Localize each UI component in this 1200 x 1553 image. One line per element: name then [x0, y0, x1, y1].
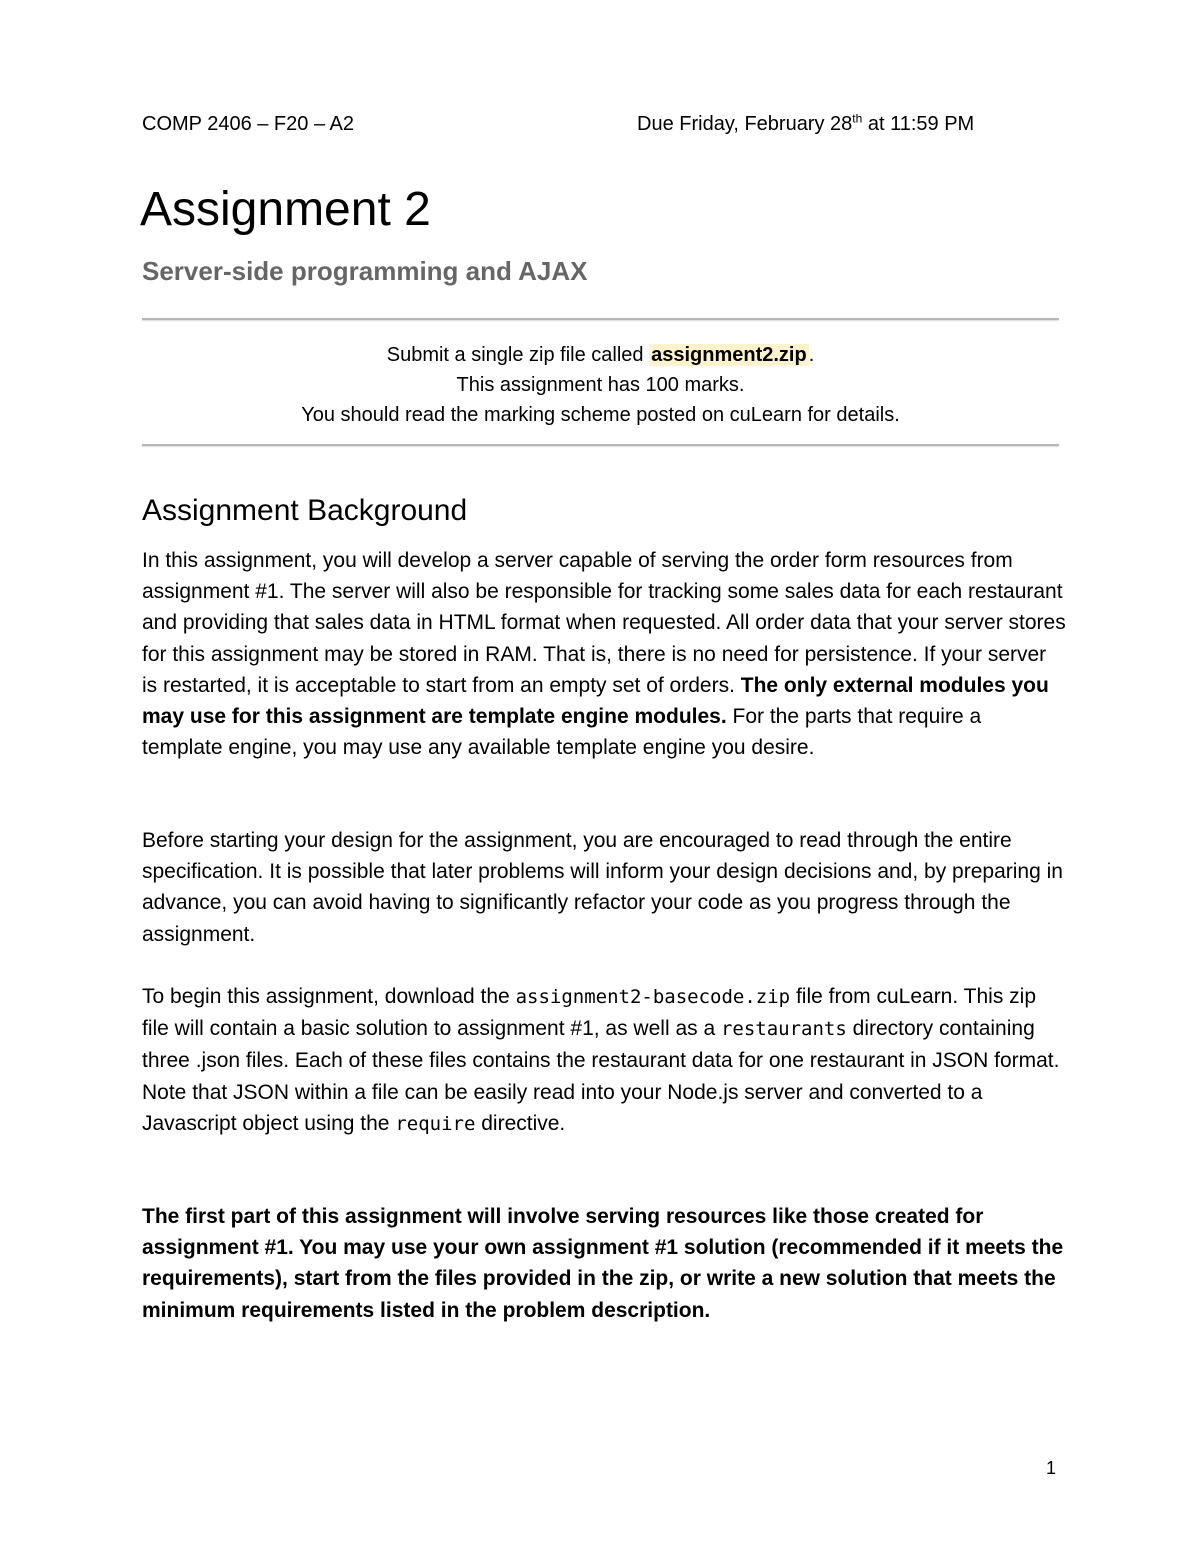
paragraph-first-part: The first part of this assignment will involve serving resources like those created for assignment #1. You may use your own assignment #1 solution (recommended if it meets the requirements), start from the files provided in the zip, or write a new solution that meets the minimum requirements listed in the problem description.: [142, 1205, 1064, 1322]
course-code: COMP 2406 – F20 – A2: [142, 113, 354, 135]
basecode-filename: assignment2-basecode.zip: [515, 986, 791, 1008]
bottom-divider: [142, 444, 1059, 446]
section-heading: Assignment Background: [142, 494, 468, 527]
zip-filename: assignment2.zip: [651, 344, 807, 366]
document-title: Assignment 2: [140, 183, 431, 236]
due-date-suffix: at 11:59 PM: [862, 113, 975, 135]
basecode-text: To begin this assignment, download the: [142, 985, 516, 1008]
paragraph-basecode: [142, 981, 1067, 1140]
paragraph-intro: [142, 545, 1067, 763]
paragraph-design: Before starting your design for the assignment, you are encouraged to read through the entire specification. It is possible that later problems will inform your design decisions and, by preparing in advance, you can avoid having to significantly refactor your code as you progress through the assignment.: [142, 829, 1063, 946]
document-subtitle: Server-side programming and AJAX: [142, 256, 588, 286]
summary-line-marking-scheme: You should read the marking scheme posted on cuLearn for details.: [301, 404, 900, 426]
summary-submit-text: Submit a single zip file called: [386, 344, 650, 366]
restaurants-dirname: restaurants: [720, 1018, 847, 1041]
basecode-text-3: directory containing three .json files. Each of these files contains the restaurant data for one restaurant in JSON format. Note that JSON within a file can be easily read into your Node.js server and converted to a Javascript object using the: [142, 1017, 1060, 1135]
basecode-text-2: file from cuLearn. This zip file will contain a basic solution to assignment #1, as well as a: [142, 985, 1037, 1041]
intro-bold-text: The only external modules you may use for this assignment are template engine modules.: [142, 673, 1049, 729]
due-date-ordinal: th: [852, 111, 863, 126]
intro-text: In this assignment, you will develop a server capable of serving the order form resources from assignment #1. The server will also be responsible for tracking some sales data for each restaurant and providing that sales data in HTML format when requested. All order data that your server stores for this assignment may be stored in RAM. That is, there is no need for persistence. If your server is restarted, it is acceptable to start from an empty set of orders.: [142, 549, 1066, 697]
basecode-text-4: directive.: [475, 1111, 566, 1135]
summary-line-submit: [142, 340, 1059, 370]
summary-line-marks: This assignment has 100 marks.: [456, 374, 745, 396]
require-keyword: require: [395, 1112, 476, 1135]
page-number: 1: [1046, 1458, 1057, 1478]
top-divider: [142, 318, 1059, 320]
due-date: [637, 112, 974, 136]
summary-submit-period: .: [808, 344, 815, 366]
submission-summary: [142, 340, 1059, 430]
intro-text-end: For the parts that require a template engine, you may use any available template engine you desire.: [142, 705, 982, 760]
due-date-prefix: Due Friday, February 28: [637, 113, 853, 135]
